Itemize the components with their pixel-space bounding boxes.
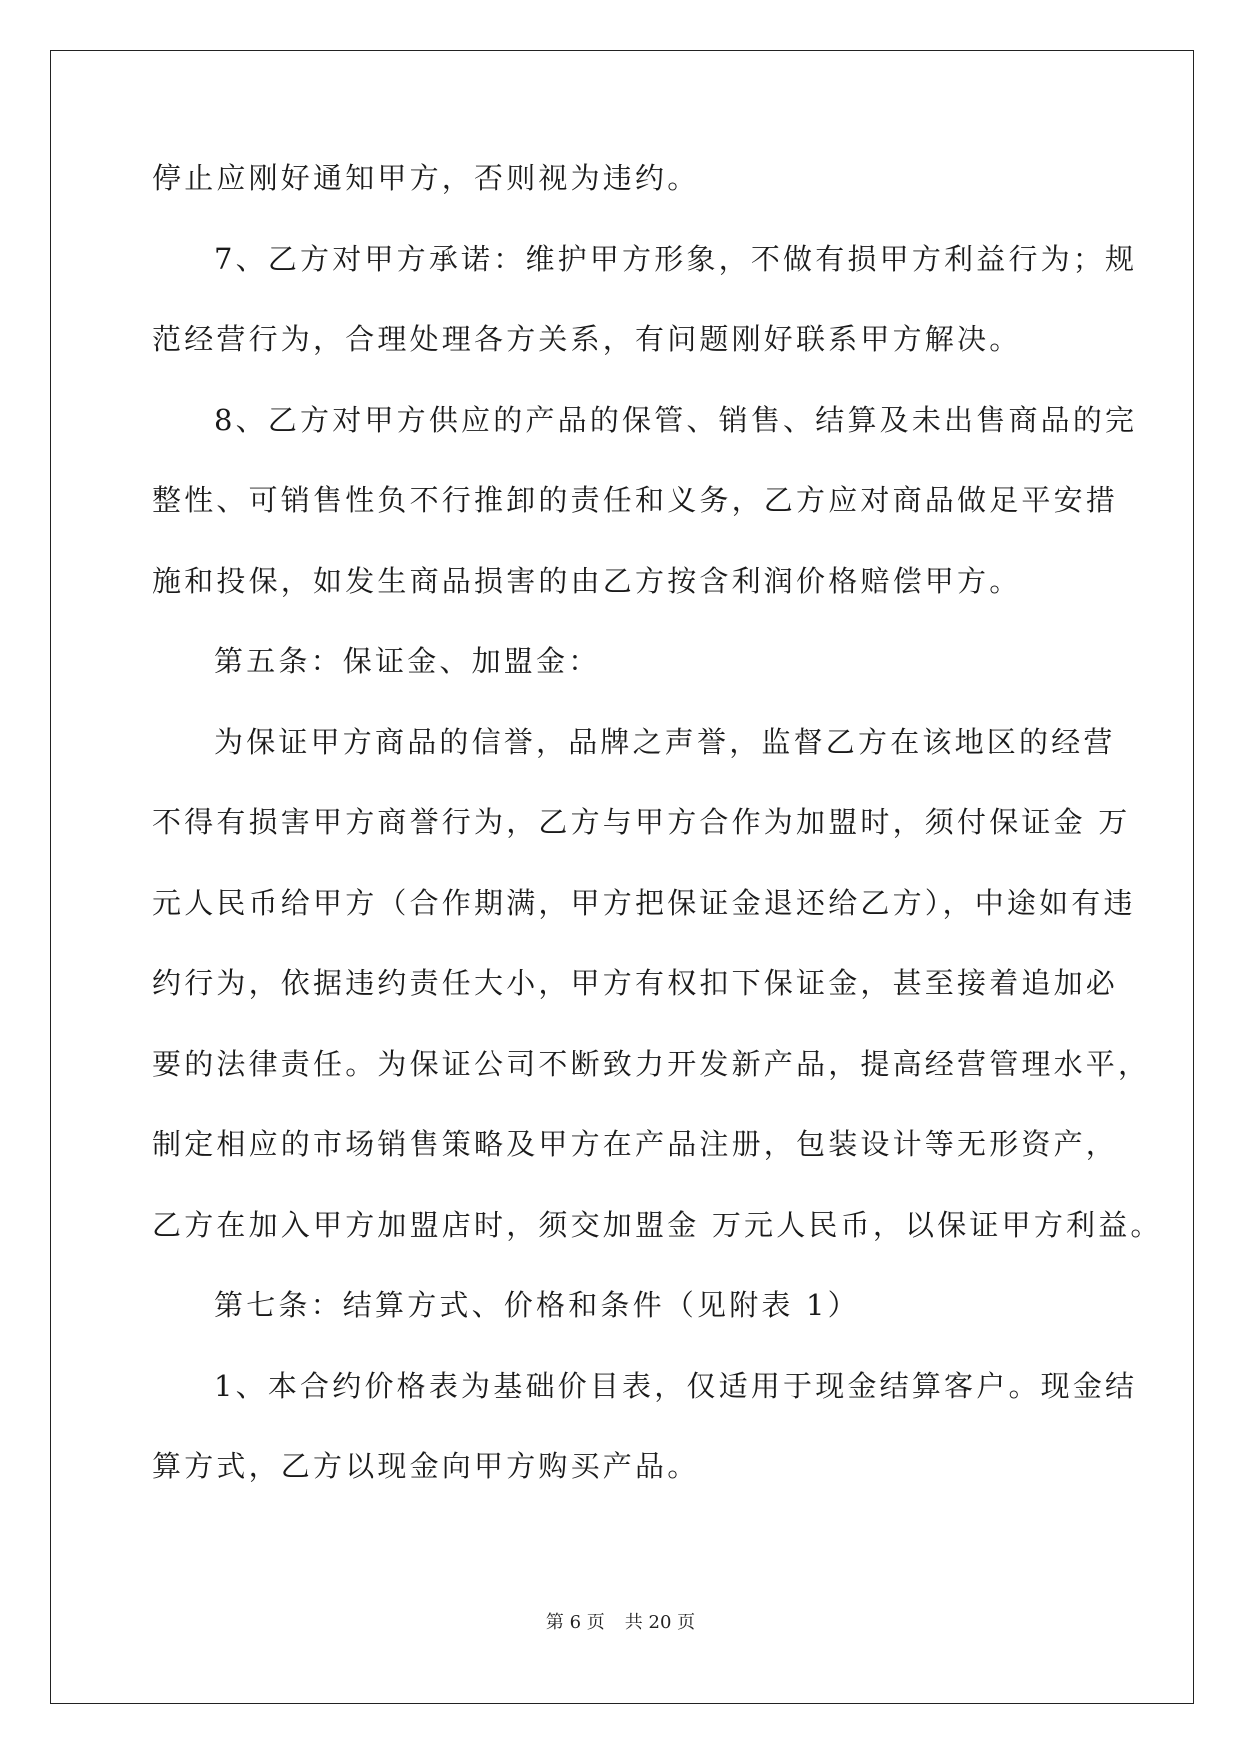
text-line: 整性、可销售性负不行推卸的责任和义务，乙方应对商品做足平安措 xyxy=(152,483,1119,517)
document-body xyxy=(152,158,1163,1527)
page-footer xyxy=(0,1608,1241,1634)
section-heading: 第七条：结算方式、价格和条件（见附表 1） xyxy=(214,1288,860,1322)
page-total: 共 20 页 xyxy=(624,1612,696,1633)
text-line: 施和投保，如发生商品损害的由乙方按含利润价格赔偿甲方。 xyxy=(152,563,1022,598)
text-line: 要的法律责任。为保证公司不断致力开发新产品，提高经营管理水平， xyxy=(152,1046,1151,1081)
text-line: 范经营行为，合理处理各方关系，有问题刚好联系甲方解决。 xyxy=(152,322,1022,356)
text-line: 约行为，依据违约责任大小，甲方有权扣下保证金，甚至接着追加必 xyxy=(152,966,1119,1000)
section-heading: 第五条：保证金、加盟金： xyxy=(214,644,601,678)
text-line: 不得有损害甲方商誉行为，乙方与甲方合作为加盟时，须付保证金 万 xyxy=(152,805,1131,839)
text-line: 7、乙方对甲方承诺：维护甲方形象，不做有损甲方利益行为；规 xyxy=(214,241,1138,276)
text-line: 制定相应的市场销售策略及甲方在产品注册，包装设计等无形资产， xyxy=(152,1127,1119,1161)
page-number: 第 6 页 xyxy=(545,1612,605,1633)
text-line: 为保证甲方商品的信誉，品牌之声誉，监督乙方在该地区的经营 xyxy=(214,724,1116,759)
text-line: 元人民币给甲方（合作期满，甲方把保证金退还给乙方），中途如有违 xyxy=(152,885,1136,920)
text-line: 停止应刚好通知甲方，否则视为违约。 xyxy=(152,161,700,195)
text-line: 乙方在加入甲方加盟店时，须交加盟金 万元人民币，以保证甲方利益。 xyxy=(152,1207,1163,1242)
text-line: 算方式，乙方以现金向甲方购买产品。 xyxy=(152,1449,700,1483)
text-line: 8、乙方对甲方供应的产品的保管、销售、结算及未出售商品的完 xyxy=(214,402,1138,437)
text-line: 1、本合约价格表为基础价目表，仅适用于现金结算客户。现金结 xyxy=(214,1368,1138,1403)
